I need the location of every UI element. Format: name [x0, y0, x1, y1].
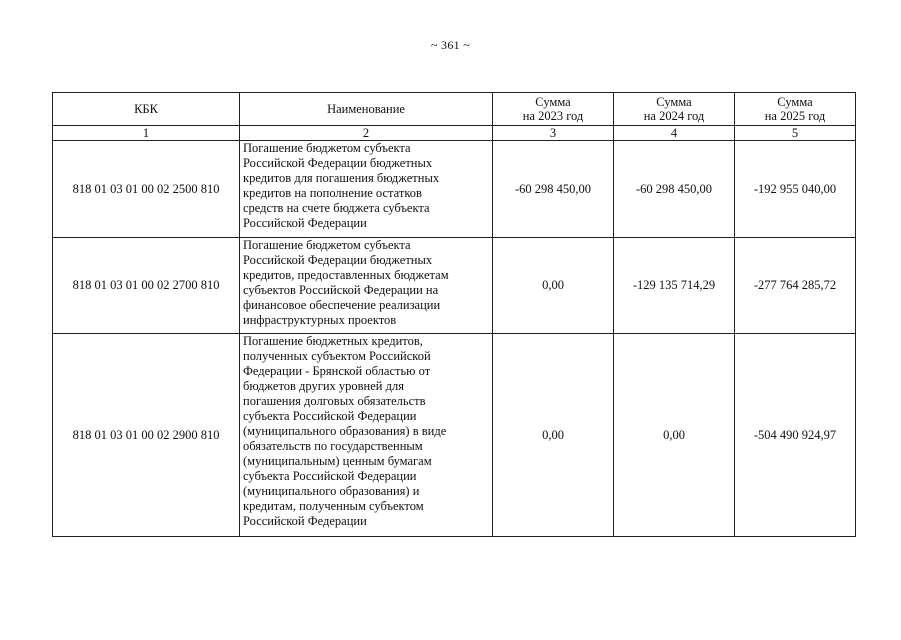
item-name-line: (муниципальным) ценным бумагам [243, 454, 432, 468]
column-number: 4 [614, 126, 735, 141]
item-name-line: Погашение бюджетом субъекта [243, 141, 411, 155]
sum-2024: -129 135 714,29 [614, 238, 735, 334]
item-name-line: бюджетов других уровней для [243, 379, 404, 393]
item-name-line: субъектов Российской Федерации на [243, 283, 439, 297]
item-name-line: погашения долговых обязательств [243, 394, 426, 408]
sum-2023: -60 298 450,00 [493, 141, 614, 238]
table-row [53, 334, 856, 537]
sum-2025: -504 490 924,97 [735, 334, 856, 537]
item-name-line: Погашение бюджетных кредитов, [243, 334, 423, 348]
item-name-line: (муниципального образования) и [243, 484, 420, 498]
item-name-line: субъекта Российской Федерации [243, 409, 417, 423]
header-name: Наименование [240, 93, 493, 126]
sum-2024: -60 298 450,00 [614, 141, 735, 238]
item-name-line: финансовое обеспечение реализации [243, 298, 441, 312]
item-name-line: кредитов для погашения бюджетных [243, 171, 440, 185]
page-number: ~ 361 ~ [430, 38, 471, 52]
sum-2025: -192 955 040,00 [735, 141, 856, 238]
item-name-line: Российской Федерации бюджетных [243, 156, 433, 170]
sum-2023: 0,00 [493, 334, 614, 537]
header-sum-2024-line1: Сумма [656, 95, 692, 109]
header-sum-2024 [614, 93, 735, 126]
item-name-line: кредитов на пополнение остатков [243, 186, 422, 200]
column-number: 2 [240, 126, 493, 141]
header-sum-2025-line2: на 2025 год [764, 109, 826, 123]
item-name-line: обязательств по государственным [243, 439, 423, 453]
item-name-line: полученных субъектом Российской [243, 349, 431, 363]
header-sum-2023-line1: Сумма [535, 95, 571, 109]
column-number-row [53, 126, 856, 141]
column-number: 5 [735, 126, 856, 141]
header-sum-2025 [735, 93, 856, 126]
column-number: 1 [53, 126, 240, 141]
item-name-line: Погашение бюджетом субъекта [243, 238, 411, 252]
sum-2025: -277 764 285,72 [735, 238, 856, 334]
item-name-line: (муниципального образования) в виде [243, 424, 447, 438]
header-sum-2024-line2: на 2024 год [643, 109, 705, 123]
kbk-code: 818 01 03 01 00 02 2900 810 [53, 334, 240, 537]
kbk-code: 818 01 03 01 00 02 2700 810 [53, 238, 240, 334]
item-name-line: Российской Федерации бюджетных [243, 253, 433, 267]
header-kbk: КБК [53, 93, 240, 126]
budget-table [52, 92, 856, 537]
sum-2023: 0,00 [493, 238, 614, 334]
table-row [53, 238, 856, 334]
item-name-line: инфраструктурных проектов [243, 313, 397, 327]
header-sum-2023 [493, 93, 614, 126]
item-name [240, 238, 493, 334]
item-name [240, 334, 493, 537]
header-row [53, 93, 856, 126]
sum-2024: 0,00 [614, 334, 735, 537]
item-name-line: Российской Федерации [243, 514, 367, 528]
item-name-line: средств на счете бюджета субъекта [243, 201, 430, 215]
header-sum-2023-line2: на 2023 год [522, 109, 584, 123]
item-name-line: кредитам, полученным субъектом [243, 499, 424, 513]
item-name-line: Российской Федерации [243, 216, 367, 230]
item-name-line: кредитов, предоставленных бюджетам [243, 268, 449, 282]
column-number: 3 [493, 126, 614, 141]
item-name [240, 141, 493, 238]
item-name-line: субъекта Российской Федерации [243, 469, 417, 483]
kbk-code: 818 01 03 01 00 02 2500 810 [53, 141, 240, 238]
header-sum-2025-line1: Сумма [777, 95, 813, 109]
item-name-line: Федерации - Брянской областью от [243, 364, 431, 378]
table-row [53, 141, 856, 238]
